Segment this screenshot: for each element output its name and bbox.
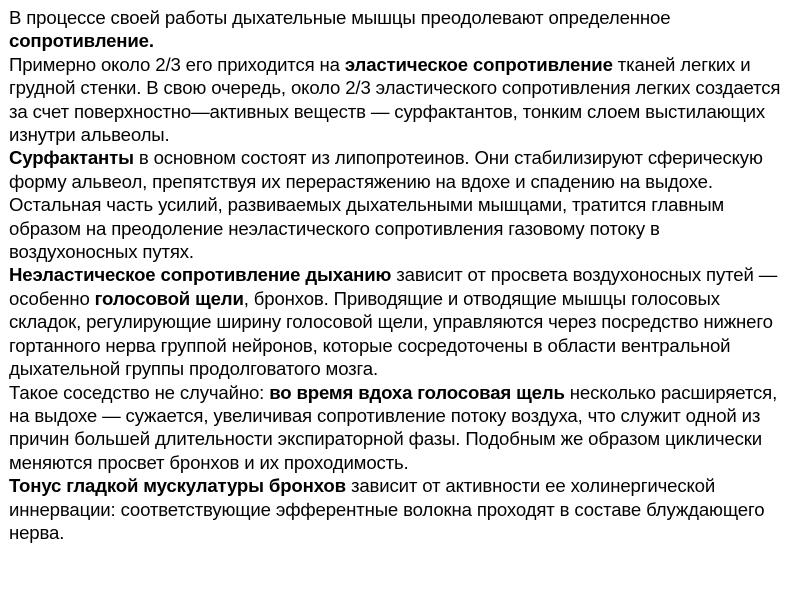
text-segment: Примерно около 2/3 его приходится на xyxy=(9,53,345,75)
bold-term-inspiration-glottis: во время вдоха голосовая щель xyxy=(269,381,565,403)
text-segment: зависит от просвета воздухоносных путей — особенно xyxy=(9,264,778,309)
bold-term-elastic-resistance: эластическое сопротивление xyxy=(344,53,613,75)
document-body xyxy=(9,6,788,544)
paragraph-bronchial-tone xyxy=(9,474,788,544)
paragraph-resistance-intro xyxy=(9,6,788,53)
text-segment: зависит от активности ее холинергической иннервации: соответствующие эфферентные волокна проходят в составе блуждающего нерва. xyxy=(9,475,765,543)
text-segment: , бронхов. Приводящие и отводящие мышцы голосовых складок, регулирующие ширину голосовой щели, управляются через посредство нижнего гортанного нерва группой нейронов, которые сосредоточены в области вентральной дыхательной группы продолговатого мозга. xyxy=(9,287,773,380)
paragraph-inelastic-resistance xyxy=(9,263,788,380)
text-segment: в основном состоят из липопротеинов. Они стабилизируют сферическую форму альвеол, препятствуя их перерастяжению на вдохе и спадению на выдохе. Остальная часть усилий, развиваемых дыхательными мышцами, тратится главным образом на преодоление неэластического сопротивления газовому потоку в воздухоносных путях. xyxy=(9,147,763,263)
bold-term-bronchial-tone: Тонус гладкой мускулатуры бронхов xyxy=(9,475,346,497)
bold-term-resistance: сопротивление. xyxy=(9,30,154,52)
paragraph-inspiration-glottis xyxy=(9,381,788,475)
text-segment: Такое соседство не случайно: xyxy=(9,381,270,403)
paragraph-surfactants xyxy=(9,146,788,263)
text-segment: В процессе своей работы дыхательные мышцы преодолевают определенное xyxy=(9,7,671,28)
bold-term-inelastic-resistance: Неэластическое сопротивление дыханию xyxy=(9,264,392,286)
bold-term-surfactants: Сурфактанты xyxy=(9,147,134,169)
text-segment: несколько расширяется, на выдохе — сужается, увеличивая сопротивление потоку воздуха, что служит одной из причин большей длительности экспираторной фазы. Подобным же образом циклически меняются просвет бронхов и их проходимость. xyxy=(9,381,778,473)
paragraph-elastic-resistance xyxy=(9,53,788,147)
text-segment: тканей легких и грудной стенки. В свою очередь, около 2/3 эластического сопротивления легких создается за счет поверхностно—активных веществ — сурфактантов, тонким слоем выстилающих изнутри альвеолы. xyxy=(9,53,781,146)
bold-term-glottis: голосовой щели xyxy=(94,287,244,309)
